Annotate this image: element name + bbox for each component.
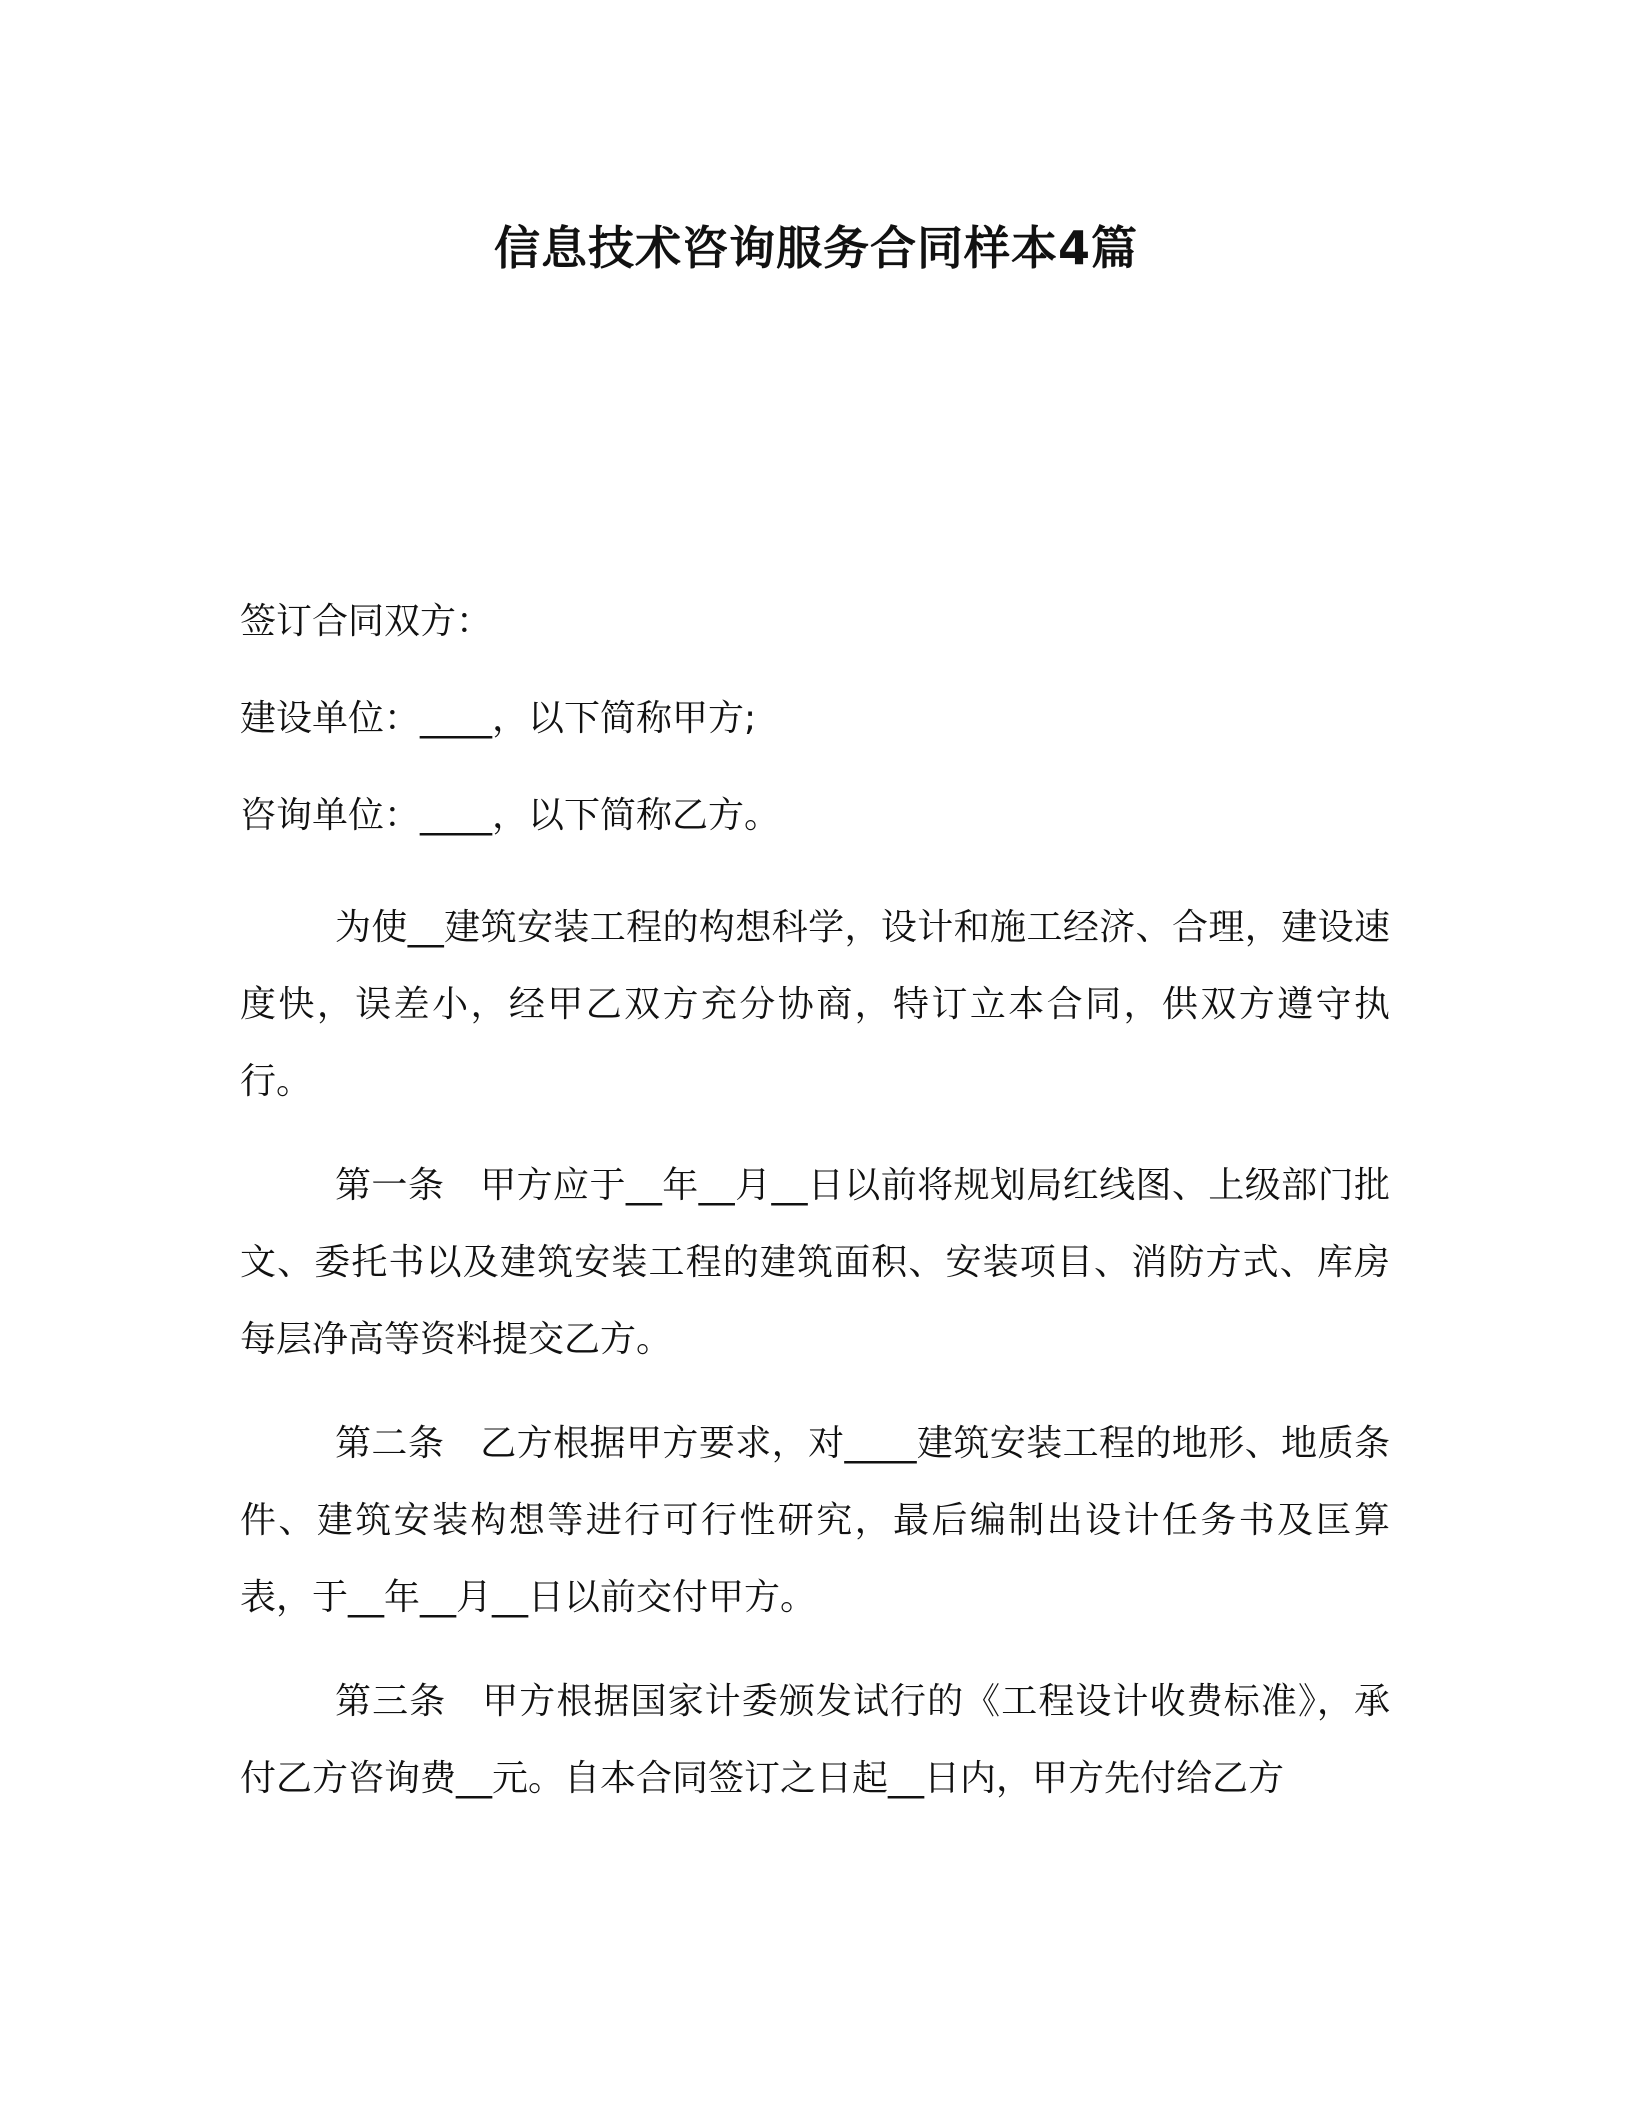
article-text: 甲方应于__年__月__日以前将规划局红线图、上级部门批文、委托书以及建筑安装工程的建筑面积、安装项目、消防方式、库房每层净高等资料提交乙方。 [240, 1165, 1390, 1360]
article-2 [240, 1405, 1390, 1636]
party-b-line: 咨询单位：____，以下简称乙方。 [240, 795, 781, 836]
article-label: 第二条 [335, 1423, 445, 1464]
parties-heading: 签订合同双方： [240, 601, 493, 642]
party-a-line: 建设单位：____，以下简称甲方; [240, 698, 757, 739]
article-text: 乙方根据甲方要求，对____建筑安装工程的地形、地质条件、建筑安装构想等进行可行性研究，最后编制出设计任务书及匡算表，于__年__月__日以前交付甲方。 [240, 1423, 1390, 1618]
article-1 [240, 1147, 1390, 1378]
article-3 [240, 1663, 1390, 1817]
preamble-paragraph: 为使__建筑安装工程的构想科学，设计和施工经济、合理，建设速度快，误差小，经甲乙双方充分协商，特订立本合同，供双方遵守执行。 [240, 907, 1390, 1102]
article-label: 第三条 [335, 1681, 447, 1722]
article-label: 第一条 [335, 1165, 445, 1206]
document-title: 信息技术咨询服务合同样本4篇 [493, 221, 1138, 275]
article-text: 甲方根据国家计委颁发试行的《工程设计收费标准》，承付乙方咨询费__元。自本合同签订之日起__日内，甲方先付给乙方 [240, 1681, 1390, 1799]
